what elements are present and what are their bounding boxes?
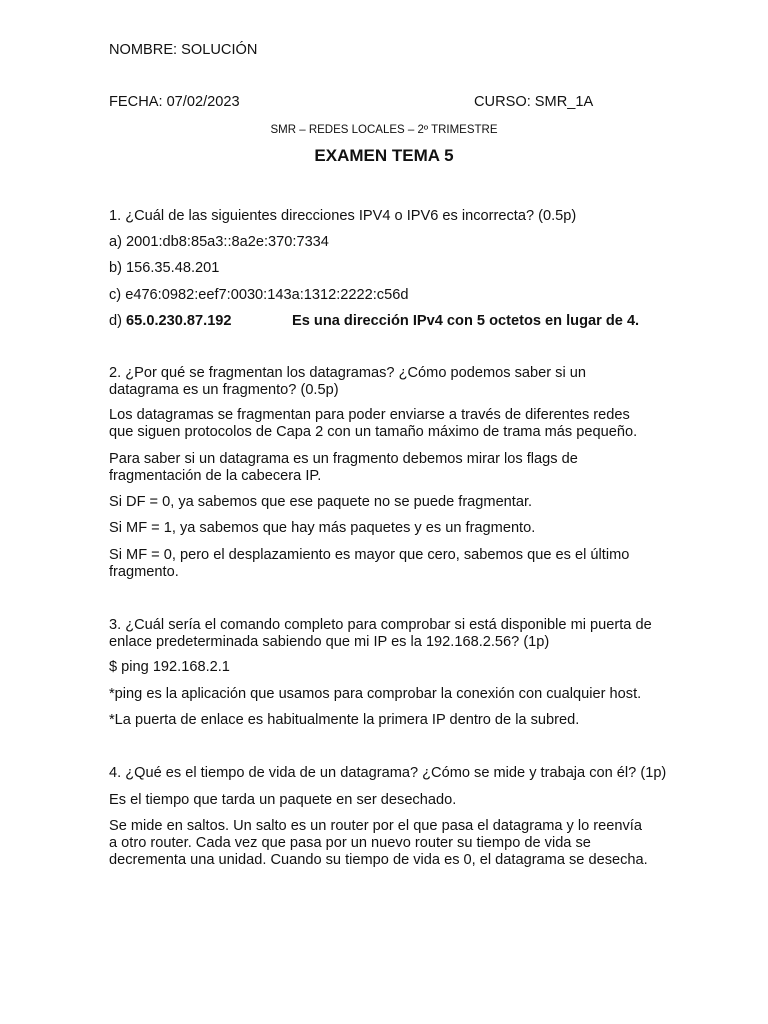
answer-3-note-2: *La puerta de enlace es habitualmente la primera IP dentro de la subred. [109, 712, 580, 728]
option-a: a) 2001:db8:85a3::8a2e:370:7334 [109, 234, 329, 250]
answer-4-paragraph-2: Se mide en saltos. Un salto es un router por el que pasa el datagrama y lo reenvía a otro router. Cada vez que pasa por un nuevo router su tiempo de vida se decrementa una unidad. Cuando su tiempo de vida es 0, el datagrama se desecha. [109, 818, 648, 868]
answer-2-mf-flag: Si MF = 1, ya sabemos que hay más paquetes y es un fragmento. [109, 520, 536, 536]
answer-2-df-flag: Si DF = 0, ya sabemos que ese paquete no se puede fragmentar. [109, 494, 533, 510]
ping-command: $ ping 192.168.2.1 [109, 659, 230, 675]
option-d [109, 313, 232, 330]
option-c: c) e476:0982:eef7:0030:143a:1312:2222:c56d [109, 287, 409, 303]
answer-2-paragraph-2: Para saber si un datagrama es un fragmento debemos mirar los flags de fragmentación de la cabecera IP. [109, 451, 578, 484]
exam-title: EXAMEN TEMA 5 [314, 146, 454, 165]
option-b: b) 156.35.48.201 [109, 260, 220, 276]
student-name: NOMBRE: SOLUCIÓN [109, 42, 258, 58]
exam-subtitle: SMR – REDES LOCALES – 2º TRIMESTRE [270, 124, 498, 136]
answer-2-last-fragment: Si MF = 0, pero el desplazamiento es mayor que cero, sabemos que es el último fragmento. [109, 547, 630, 580]
option-d-prefix: d) [109, 313, 122, 329]
question-1: 1. ¿Cuál de las siguientes direcciones IPV4 o IPV6 es incorrecta? (0.5p) [109, 208, 577, 224]
question-3: 3. ¿Cuál sería el comando completo para comprobar si está disponible mi puerta de enlace predeterminada sabiendo que mi IP es la 192.168.2.56? (1p) [109, 617, 652, 650]
answer-2-paragraph-1: Los datagramas se fragmentan para poder enviarse a través de diferentes redes que siguen protocolos de Capa 2 con un tamaño máximo de trama más pequeño. [109, 407, 638, 440]
answer-3-note-1: *ping es la aplicación que usamos para comprobar la conexión con cualquier host. [109, 686, 642, 702]
exam-date: FECHA: 07/02/2023 [109, 94, 240, 110]
answer-4-paragraph-1: Es el tiempo que tarda un paquete en ser desechado. [109, 792, 457, 808]
option-d-explanation: Es una dirección IPv4 con 5 octetos en lugar de 4. [292, 313, 640, 329]
course-label: CURSO: SMR_1A [474, 94, 594, 110]
question-2: 2. ¿Por qué se fragmentan los datagramas? ¿Cómo podemos saber si un datagrama es un fragmento? (0.5p) [109, 365, 586, 398]
option-d-value: 65.0.230.87.192 [126, 313, 232, 329]
question-4: 4. ¿Qué es el tiempo de vida de un datagrama? ¿Cómo se mide y trabaja con él? (1p) [109, 765, 667, 781]
